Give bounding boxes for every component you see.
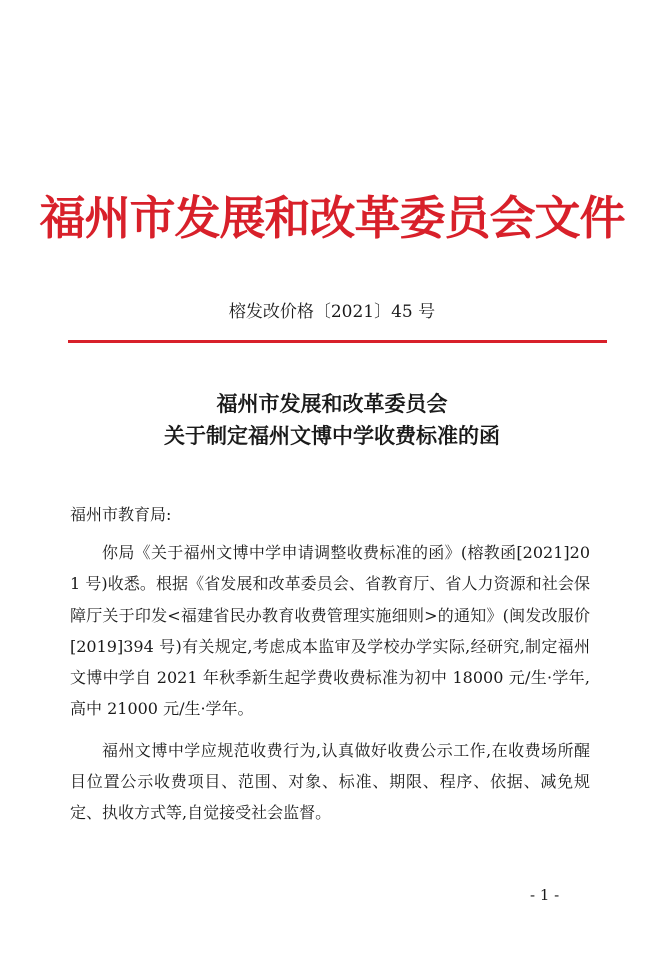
red-divider-line: [68, 340, 607, 343]
document-number: 榕发改价格〔2021〕45 号: [228, 302, 436, 322]
body-paragraph-2: 福州文博中学应规范收费行为,认真做好收费公示工作,在收费场所醒目位置公示收费项目、范围、对象、标准、期限、程序、依据、减免规定、执收方式等,自觉接受社会监督。: [70, 740, 590, 823]
addressee: 福州市教育局:: [70, 505, 172, 524]
subject-line-1: 福州市发展和改革委员会: [216, 391, 448, 416]
body-paragraph-1: 你局《关于福州文博中学申请调整收费标准的函》(榕教函[2021]201 号)收悉。根据《省发展和改革委员会、省教育厅、省人力资源和社会保障厅关于印发<福建省民办教育收费管理实施细则>的通知》(闽发改服价[2019]394 号)有关规定,考虑成本监审及学校办学实际,经研究,制定福州文博中学自 2021 年秋季新生起学费收费标准为初中 18000 元/生·学年,高中 21000 元/生·学年。: [70, 543, 590, 719]
subject-line-2: 关于制定福州文博中学收费标准的函: [164, 423, 500, 448]
document-header-title: 福州市发展和改革委员会文件: [39, 191, 625, 245]
document-body: [70, 537, 590, 829]
document-subject: [0, 388, 664, 452]
page-number: - 1 -: [530, 886, 560, 904]
